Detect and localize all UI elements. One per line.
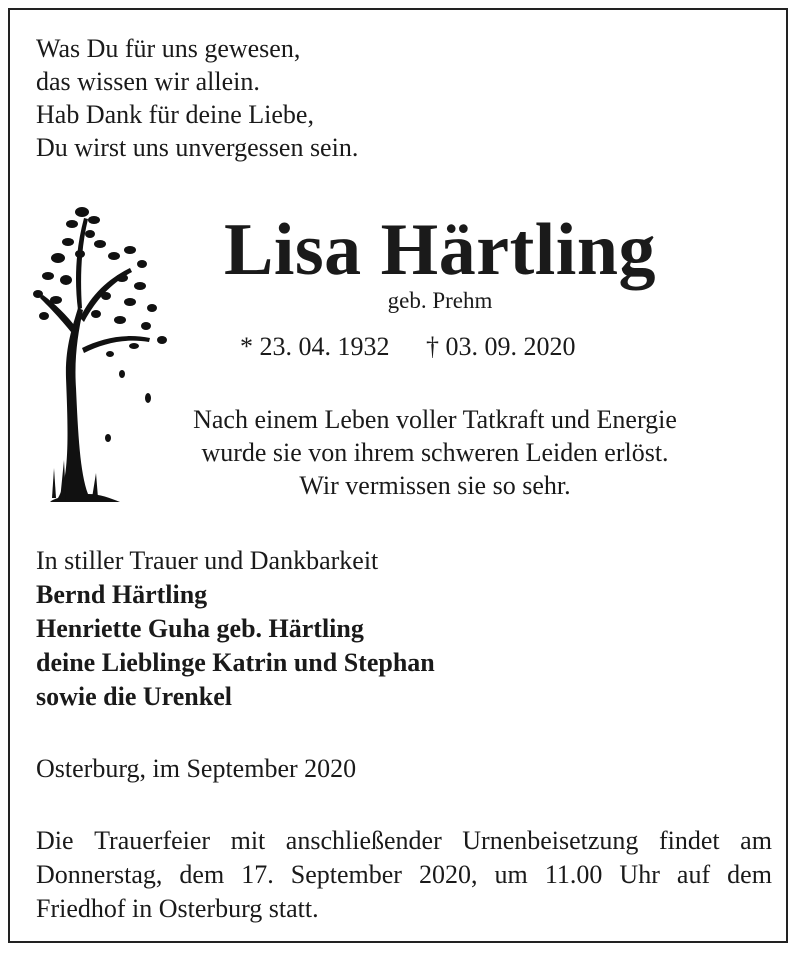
verse-line: das wissen wir allein. — [36, 67, 260, 96]
funeral-word: Donnerstag, — [36, 860, 163, 889]
mourner-name: Henriette Guha geb. Härtling — [36, 614, 364, 643]
funeral-word: Urnenbeisetzung — [462, 826, 639, 855]
funeral-word: 2020, — [419, 860, 478, 889]
mourner-name: Bernd Härtling — [36, 580, 208, 609]
funeral-word: Trauerfeier — [94, 826, 211, 855]
funeral-word: 11.00 — [544, 860, 603, 889]
funeral-word: dem — [179, 860, 225, 889]
mourners-block — [36, 544, 435, 714]
funeral-word: am — [740, 826, 772, 855]
maiden-name: geb. Prehm — [387, 288, 493, 313]
obituary-card — [8, 8, 788, 943]
death-date: † 03. 09. 2020 — [426, 332, 576, 361]
tribute-line: Wir vermissen sie so sehr. — [299, 471, 571, 500]
birth-date: * 23. 04. 1932 — [240, 332, 390, 361]
mourners-intro: In stiller Trauer und Dankbarkeit — [36, 546, 379, 575]
funeral-word: anschließender — [285, 826, 442, 855]
memorial-verse — [36, 32, 358, 164]
funeral-word: um — [494, 860, 528, 889]
tribute-line: wurde sie von ihrem schweren Leiden erlöst. — [201, 438, 669, 467]
deceased-name: Lisa Härtling — [223, 209, 657, 291]
funeral-word: dem — [727, 860, 772, 889]
funeral-line: Friedhof in Osterburg statt. — [36, 894, 319, 923]
tribute-text — [140, 403, 730, 502]
funeral-notice — [36, 824, 772, 926]
funeral-word: findet — [658, 826, 720, 855]
verse-line: Du wirst uns unvergessen sein. — [36, 133, 359, 162]
funeral-word: Uhr — [619, 860, 660, 889]
mourner-name: deine Lieblinge Katrin und Stephan — [36, 648, 435, 677]
funeral-word: 17. — [241, 860, 274, 889]
funeral-word: Die — [36, 826, 74, 855]
mourner-name: sowie die Urenkel — [36, 682, 232, 711]
verse-line: Hab Dank für deine Liebe, — [36, 100, 314, 129]
tribute-line: Nach einem Leben voller Tatkraft und Energie — [193, 405, 677, 434]
verse-line: Was Du für uns gewesen, — [36, 34, 301, 63]
funeral-word: September — [290, 860, 402, 889]
funeral-line — [36, 858, 772, 892]
place-date: Osterburg, im September 2020 — [36, 754, 357, 783]
funeral-word: mit — [230, 826, 266, 855]
funeral-line — [36, 824, 772, 858]
life-dates — [240, 332, 576, 362]
funeral-word: auf — [676, 860, 711, 889]
